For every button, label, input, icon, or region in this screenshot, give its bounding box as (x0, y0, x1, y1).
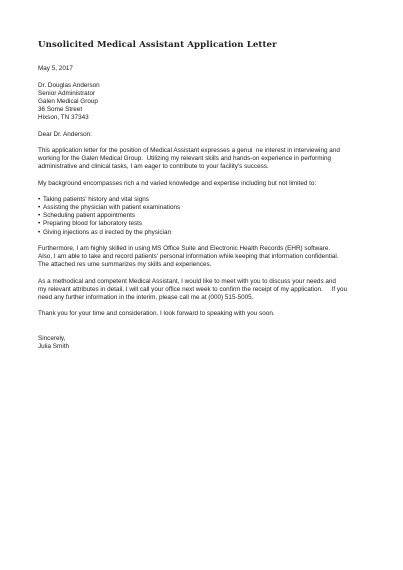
paragraph-line: Furthermore, I am highly skilled in using MS Office Suite and Electronic Health Records (EHR) software. (38, 244, 331, 252)
list-item: • Taking patients' history and vital signs (38, 195, 149, 203)
signature-name: Julia Smith (38, 343, 70, 351)
bullet-icon: • (38, 220, 41, 228)
paragraph-skills (38, 245, 373, 269)
bullet-icon: • (38, 195, 41, 203)
letter-body (38, 65, 373, 351)
paragraph-line: Also, I am able to take and record patients' personal information while keeping that information confidential. (38, 253, 339, 261)
salutation: Dear Dr. Anderson: (38, 130, 92, 138)
bullet-icon: • (38, 204, 41, 212)
list-item: • Preparing blood for laboratory tests (38, 220, 143, 228)
paragraph-line: administrative and clinical tasks, I am eager to contribute to your facility's success. (38, 163, 269, 171)
recipient-address (38, 82, 373, 123)
paragraph-line: As a methodical and competent Medical Assistant, I would like to meet with you to discuss your needs and (38, 277, 336, 285)
paragraph-thanks: Thank you for your time and consideration. I look forward to speaking with you soon. (38, 310, 275, 318)
bullet-icon: • (38, 228, 41, 236)
letter-date: May 5, 2017 (38, 65, 73, 72)
paragraph-line: The attached res ume summarizes my skills and experiences. (38, 261, 212, 269)
closing: Sincerely, (38, 334, 66, 342)
paragraph-line: my relevant attributes in detail. I will call your office next week to confirm the receipt of my application. If you (38, 285, 348, 293)
list-item: • Scheduling patient appointments (38, 212, 136, 220)
skills-list (38, 196, 373, 237)
paragraph-followup (38, 278, 373, 302)
paragraph-intro (38, 147, 373, 171)
paragraph-line: need any further information in the interim, please call me at (000) 515-5005. (38, 293, 254, 301)
recipient-company: Galen Medical Group (38, 97, 98, 105)
list-item: • Assisting the physician with patient examinations (38, 204, 181, 212)
recipient-position: Senior Administrator (38, 89, 96, 97)
recipient-street: 36 Some Street (38, 106, 83, 114)
bullet-icon: • (38, 212, 41, 220)
list-item: • Giving injections as d irected by the physician (38, 228, 171, 236)
paragraph-line: This application letter for the position of Medical Assistant expresses a genui ne interest in interviewing and (38, 146, 340, 154)
recipient-city: Hixson, TN 37343 (38, 114, 89, 122)
paragraph-line: working for the Galen Medical Group. Utilizing my relevant skills and hands-on experience in performing (38, 155, 332, 163)
letter-title: Unsolicited Medical Assistant Application Letter (38, 40, 277, 50)
paragraph-background: My background encompasses rich a nd varied knowledge and expertise including but not limited to: (38, 179, 317, 187)
recipient-name: Dr. Douglas Anderson (38, 81, 100, 89)
